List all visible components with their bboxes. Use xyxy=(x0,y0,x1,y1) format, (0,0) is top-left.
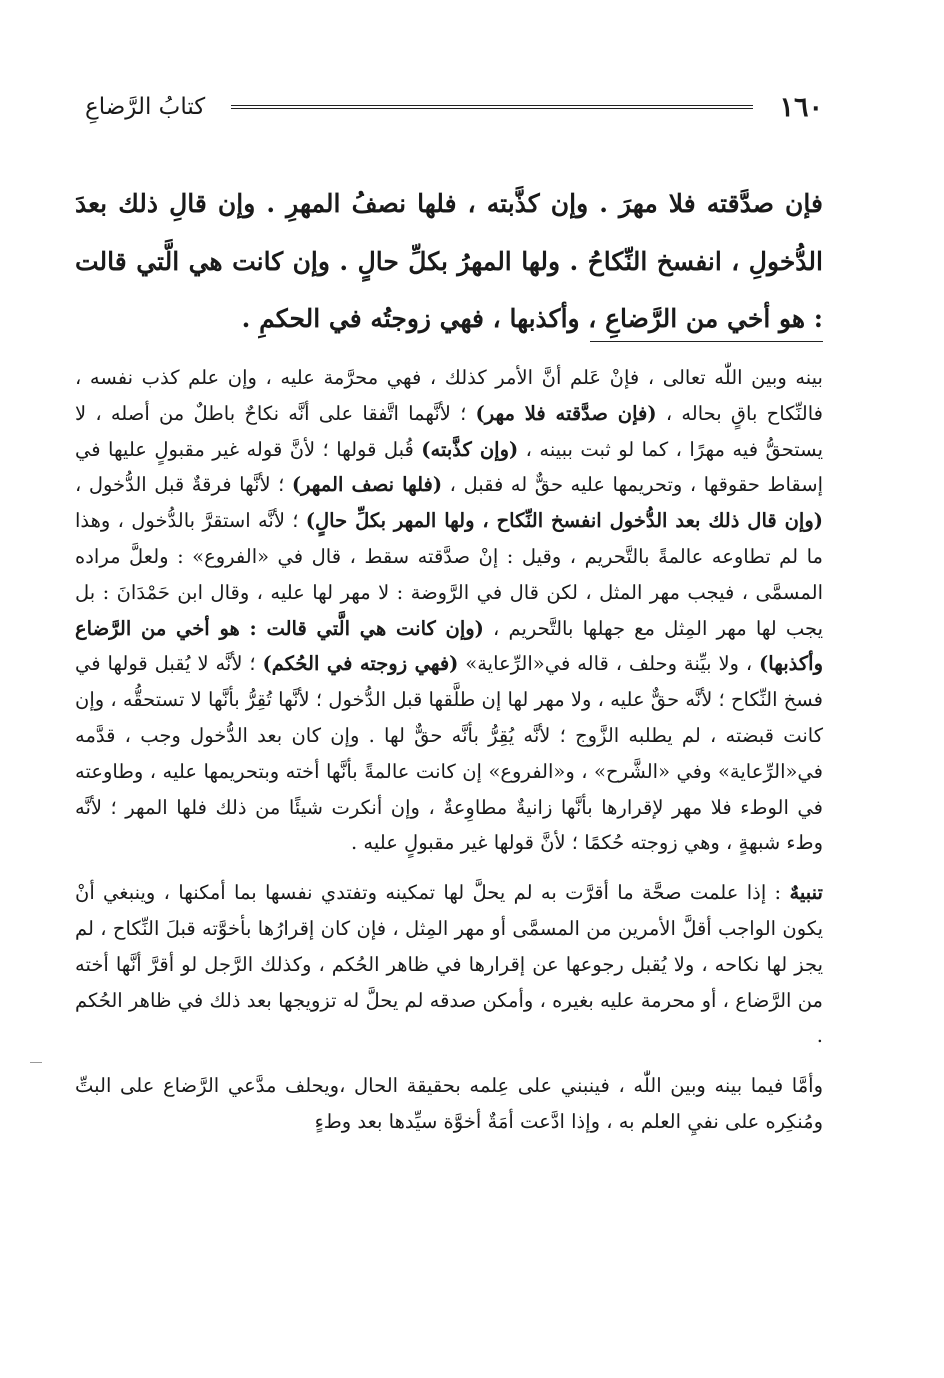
commentary-text: : إذا علمت صحَّة ما أقرَّت به لم يحلَّ لها تمكينه وتفتدي نفسها بما أمكنها ، وينبغي أنْ يكون الواجب أقلَّ الأمرين من المسمَّى أو مهر المِثل ، فإن كان إقرارُها بأخوَّته قبلَ النِّكاح ، لم يجز لها نكاحه ، ولا يُقبل رجوعها عن إقرارها في ظاهر الحُكم ، وكذلك الرَّجل لو أقرَّ أنَّها أخته من الرَّضاع ، أو محرمة عليه بغيره ، وأمكن صدقه لم يحلَّ له تزويجها بعد ذلك في ظاهر الحُكم . xyxy=(75,881,823,1048)
commentary-text: ؛ لأنَّهما اتَّفقا على أنَّه نكاحٌ باطلٌ من أصله ، لا يستحقُّ فيه مهرًا ، كما لو ثبت ببينه ، xyxy=(75,401,824,461)
main-text xyxy=(75,175,823,348)
page-number: ١٦٠ xyxy=(779,91,823,123)
commentary-text: ؛ لأنَّه استقرَّ بالدُّخول ، وهذا ما لم تطاوعه عالمةً بالتَّحريم ، وقيل : إنْ صدَّقته سقط ، قال في «الفروع» : ولعلَّ مراده المسمَّى ، فيجب مهر المثل ، لكن قال في الرَّوضة : لا مهر لها عليه ، وقال ابن حَمْدَانَ : بل يجب لها مهر المِثل مع جهلها بالتَّحريم ، xyxy=(75,509,823,640)
quoted-matn: (فإن صدَّقته فلا مهر) xyxy=(475,401,657,425)
quoted-matn: (وإن قال ذلك بعد الدُّخول انفسخ النِّكاح ، ولها المهر بكلِّ حالٍ) xyxy=(305,509,823,533)
footnote-separator xyxy=(590,341,823,342)
commentary-text: بينه وبين اللّٰه تعالى ، فإنْ عَلم أنَّ الأمر كذلك ، فهي محرَّمة عليه ، وإن علم كذب نفسه ، فالنِّكاح باقٍ بحاله ، xyxy=(75,366,824,425)
commentary-text: قُبل قولها ؛ لأنَّ قوله غير مقبولٍ عليها في إسقاط حقوقها ، وتحريمها عليه حقٌّ له فقبل ، xyxy=(75,437,824,497)
quoted-matn: (وإن كانت هي الَّتي قالت : هو أخي من الرَّضاع وأكذبها) xyxy=(75,616,823,676)
commentary-paragraph xyxy=(75,875,823,1054)
quoted-matn: (فهي زوجته في الحُكم) xyxy=(262,652,459,676)
commentary-text: ؛ لأنَّها فرقةٌ قبل الدُّخول ، xyxy=(75,473,292,497)
quoted-matn: (وإن كذَّبته) xyxy=(421,437,519,461)
quoted-matn: تنبيهٌ xyxy=(789,881,823,905)
book-title: كتابُ الرَّضاعِ xyxy=(85,94,206,120)
commentary xyxy=(75,360,823,1140)
quoted-matn: (فلها نصف المهر) xyxy=(291,473,443,497)
commentary-paragraph xyxy=(75,360,823,861)
commentary-text: وأمَّا فيما بينه وبين اللّٰه ، فينبني على عِلمه بحقيقة الحال ،ويحلف مدَّعي الرَّضاع على البتِّ ومُنكِره على نفيِ العلم به ، وإذا ادَّعت أمَةٌ أخوَّة سيِّدها بعد وطءٍ xyxy=(75,1074,823,1133)
commentary-paragraph xyxy=(75,1068,823,1140)
header-rule xyxy=(231,105,753,109)
commentary-text: ، ولا بيِّنة وحلف ، قاله في«الرِّعاية» xyxy=(458,652,760,676)
page-header xyxy=(85,82,823,132)
margin-mark xyxy=(30,1062,42,1063)
commentary-text: ؛ لأنَّه لا يُقبل قولها في فسخ النِّكاح ؛ لأنَّه حقٌّ عليه ، ولا مهر لها إن طلَّقها قبل الدُّخول ؛ لأنَّها تُقِرُّ بأنَّها لا تستحقُّه ، وإن كانت قبضته ، لم يطلبه الزَّوج ؛ لأنَّه يُقِرُّ بأنَّه حقٌّ لها . وإن كان بعد الدُّخول وجب ، قدَّمه في«الرِّعاية» وفي «الشَّرح» ، و«الفروع» إن كانت عالمةً بأنَّها أخته وبتحريمها عليه ، وطاوعته في الوطء فلا مهر لإقرارها بأنَّها زانيةٌ مطاوِعةٌ ، وإن أنكرت شيئًا من ذلك فلها المهر ؛ لأنَّه وطء شبهةٍ ، وهي زوجته حُكمًا ؛ لأنَّ قولها غير مقبولٍ عليه . xyxy=(75,652,823,855)
main-text-paragraph: فإن صدَّقته فلا مهرَ . وإن كذَّبته ، فلها نصفُ المهرِ . وإن قالِ ذلك بعدَ الدُّخولِ ، انفسخ النِّكاحُ . ولها المهرُ بكلِّ حالٍ . وإن كانت هي الَّتي قالت : هو أخي من الرَّضاعِ ، وأكذبها ، فهي زوجتُه في الحكمِ . xyxy=(75,189,823,333)
